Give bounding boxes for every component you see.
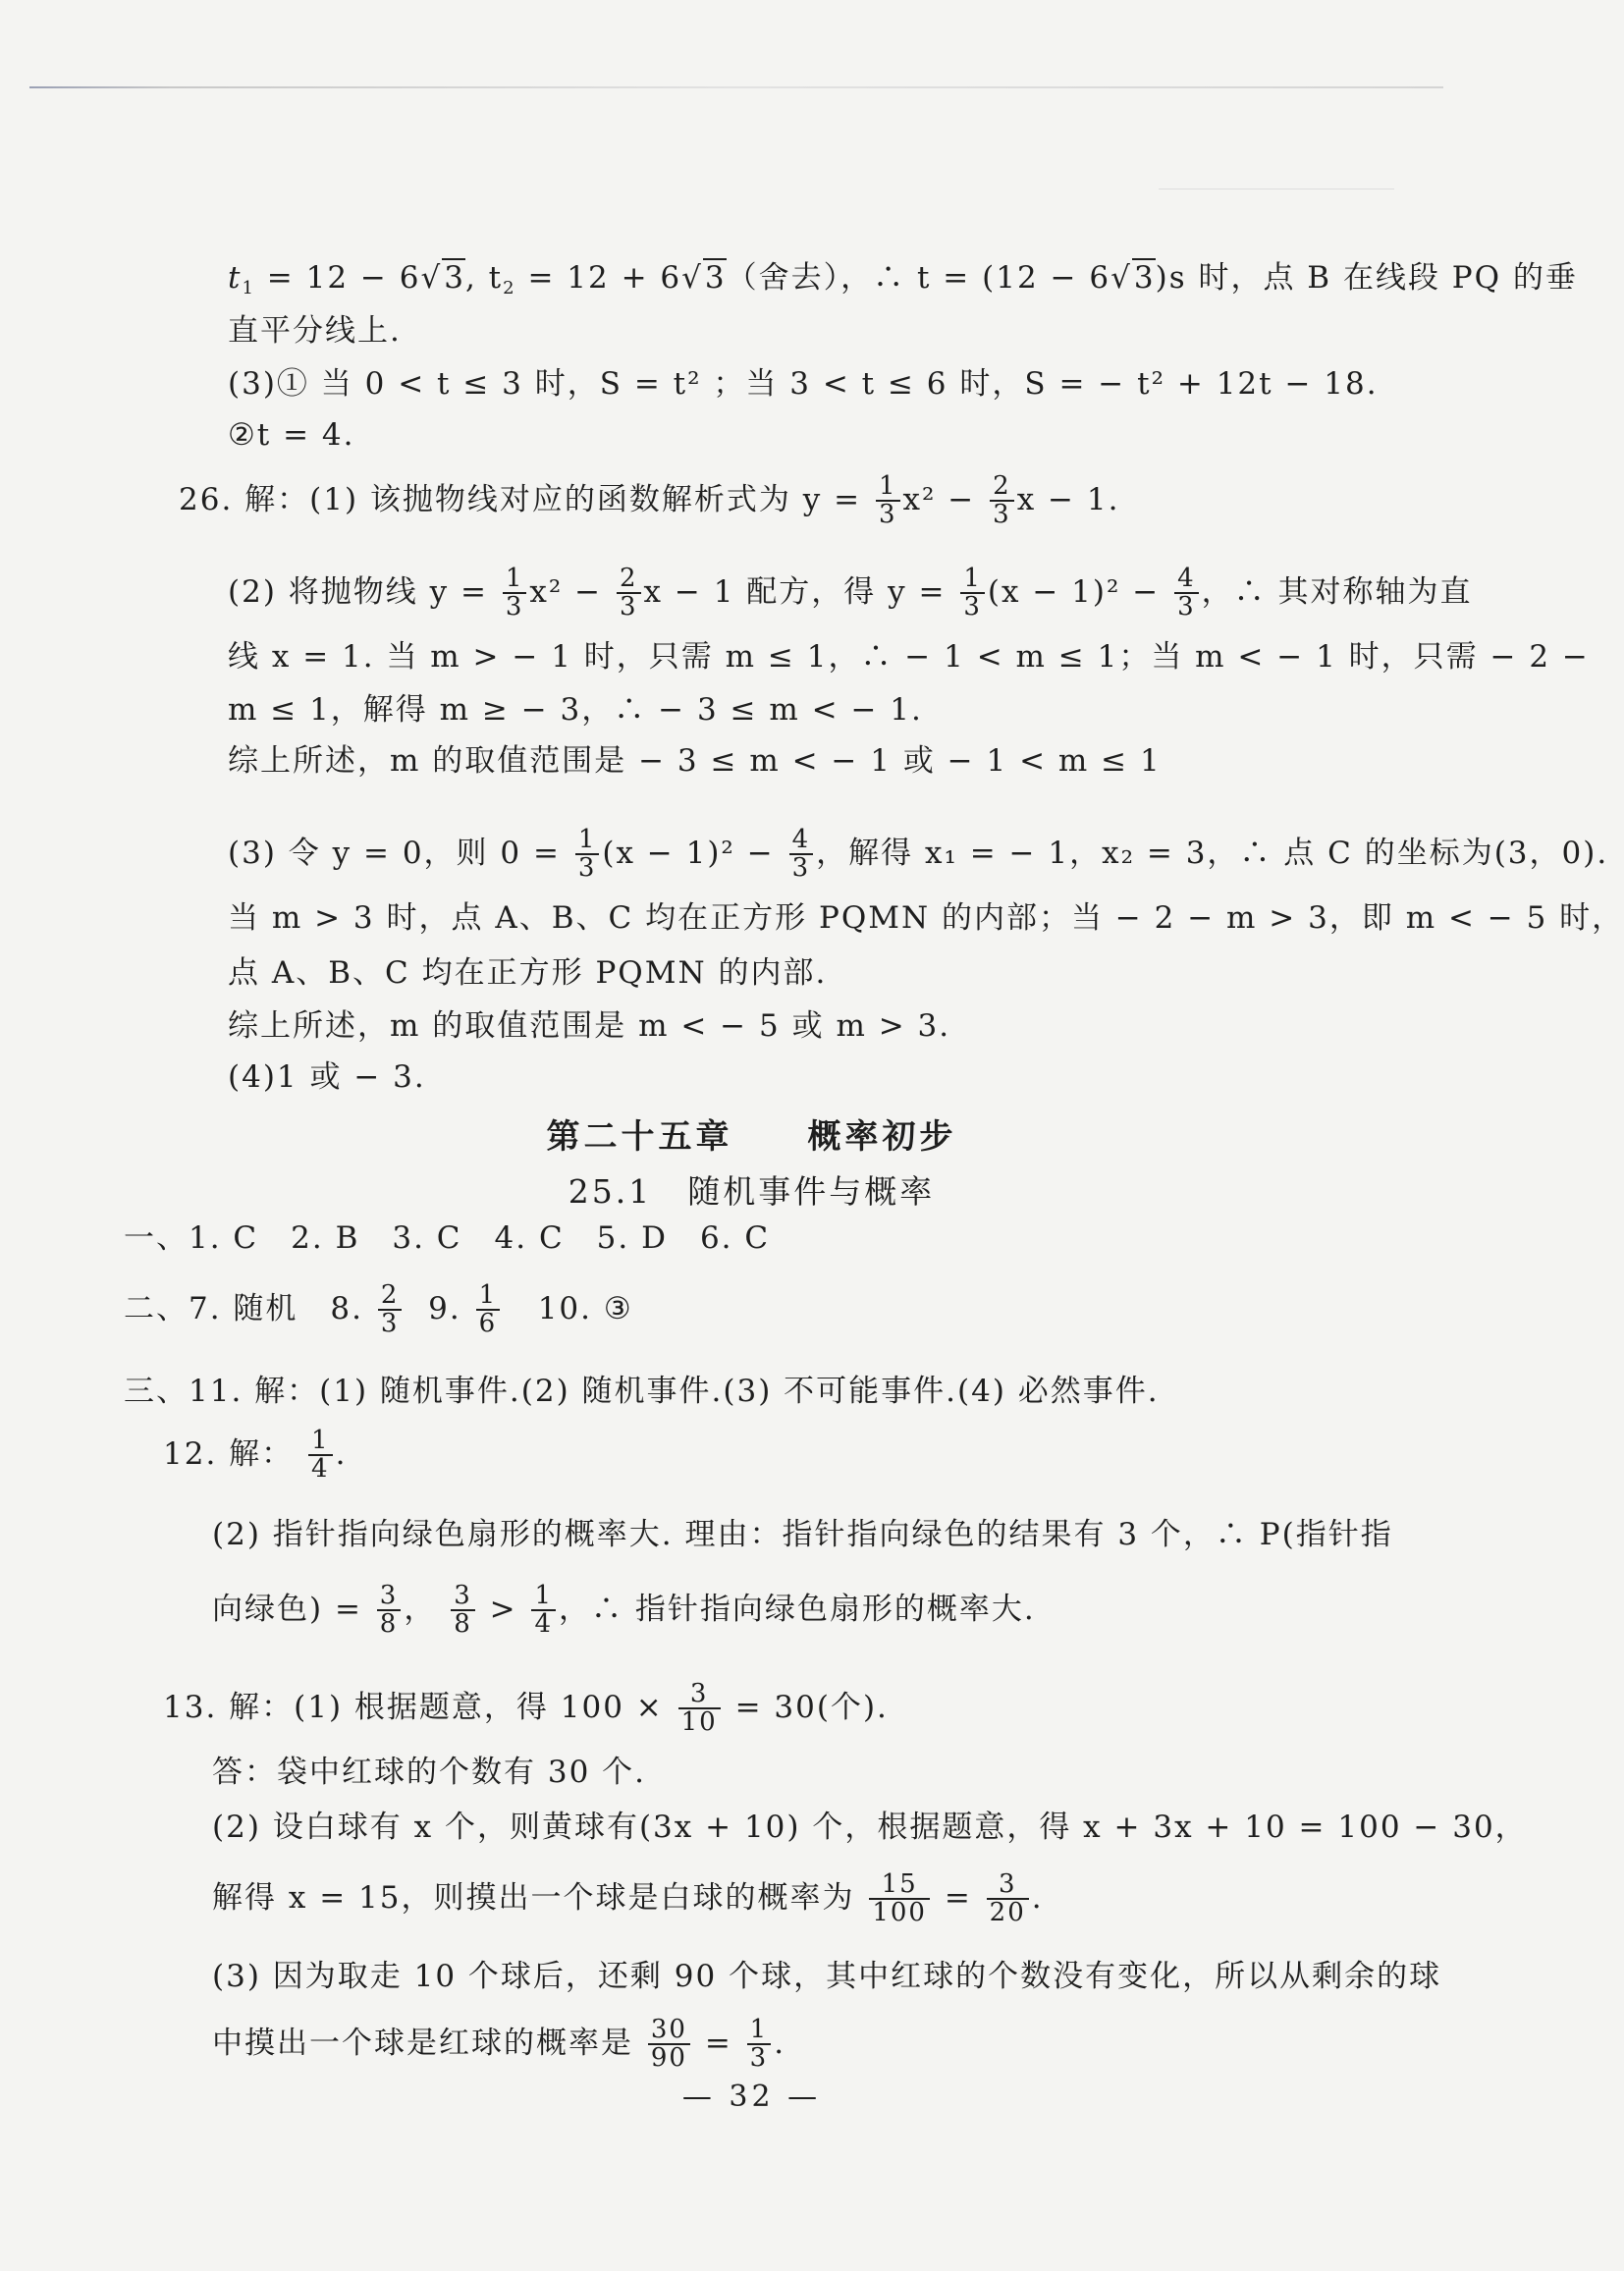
fraction: $\frac{1}{3}$	[503, 566, 527, 622]
q26-part4: (4)1 或 − 3.	[228, 1059, 426, 1095]
fraction: $\frac{1}{3}$	[575, 827, 600, 883]
answers-q12-part2: (2) 指针指向绿色扇形的概率大. 理由：指针指向绿色的结果有 3 个，∴ P(指针指	[212, 1517, 1393, 1552]
q26-part1: 26. 解：(1) 该抛物线对应的函数解析式为 y = $\frac{1}{3}$ x² − $\frac{2}{3}$ x − 1.	[179, 471, 1120, 530]
answers-q13-part2: (2) 设白球有 x 个，则黄球有(3x + 10) 个，根据题意，得 x + 3x + 10 = 100 − 30，	[212, 1810, 1528, 1845]
chapter-title: 第二十五章 概率初步	[546, 1117, 957, 1157]
fraction: $\frac{4}{3}$	[789, 827, 814, 883]
fraction: $\frac{3}{20}$	[987, 1871, 1029, 1927]
top-rule	[29, 86, 1443, 88]
answers-q12: 12. 解： $\frac{1}{4}$ .	[163, 1426, 348, 1485]
page-number: — 32 —	[681, 2080, 822, 2114]
fraction: $\frac{2}{3}$	[378, 1282, 403, 1338]
fraction: $\frac{1}{3}$	[960, 566, 985, 622]
fraction: $\frac{2}{3}$	[990, 473, 1014, 529]
answers-q12-part2-line2: 向绿色) = $\frac{3}{8}$ ， $\frac{3}{8}$ > $\frac{1}{4}$ ，∴ 指针指向绿色扇形的概率大.	[212, 1581, 1036, 1640]
q26-part3-line3: 点 A、B、C 均在正方形 PQMN 的内部.	[228, 955, 828, 991]
answers-q13-part3: (3) 因为取走 10 个球后，还剩 90 个球，其中红球的个数没有变化，所以从剩余的球	[212, 1959, 1442, 1994]
section-title: 25.1 随机事件与概率	[568, 1172, 936, 1211]
q26-part3-conclusion: 综上所述，m 的取值范围是 m < − 5 或 m > 3.	[228, 1008, 951, 1044]
fraction: $\frac{1}{6}$	[476, 1282, 501, 1338]
fraction: $\frac{1}{3}$	[747, 2017, 772, 2073]
answers-q13-part2-line2: 解得 x = 15，则摸出一个球是白球的概率为 $\frac{15}{100}$ = $\frac{3}{20}$ .	[212, 1869, 1044, 1928]
fraction: $\frac{3}{8}$	[451, 1583, 475, 1639]
fraction: $\frac{30}{90}$	[648, 2017, 690, 2073]
q26-part3-line2: 当 m > 3 时，点 A、B、C 均在正方形 PQMN 的内部；当 − 2 − m > 3，即 m < − 5 时，	[228, 900, 1624, 936]
fraction: $\frac{1}{4}$	[531, 1583, 556, 1639]
answers-choice: 一、1. C 2. B 3. C 4. C 5. D 6. C	[124, 1220, 771, 1256]
fraction: $\frac{2}{3}$	[617, 566, 641, 622]
line-area-formula: (3)① 当 0 < t ≤ 3 时，S = t² ；当 3 < t ≤ 6 时，S = − t² + 12t − 18.	[228, 366, 1379, 402]
fraction: $\frac{1}{4}$	[308, 1428, 333, 1484]
fraction: $\frac{3}{10}$	[678, 1681, 721, 1737]
q26-part2-conclusion: 综上所述，m 的取值范围是 − 3 ≤ m < − 1 或 − 1 < m ≤ 1	[228, 743, 1162, 779]
answers-fill: 二、7. 随机 8. $\frac{2}{3}$ 9. $\frac{1}{6}$ 10. ③	[124, 1280, 633, 1339]
answers-q11: 三、11. 解：(1) 随机事件.(2) 随机事件.(3) 不可能事件.(4) 必然事件.	[124, 1374, 1160, 1409]
fraction: $\frac{4}{3}$	[1174, 566, 1199, 622]
answers-q13-part3-line2: 中摸出一个球是红球的概率是 $\frac{30}{90}$ = $\frac{1}{3}$ .	[212, 2015, 786, 2074]
q26-part3: (3) 令 y = 0，则 0 = $\frac{1}{3}$ (x − 1)² − $\frac{4}{3}$ ，解得 x₁ = − 1，x₂ = 3，∴ 点 C 的坐标为(3，0).	[228, 825, 1609, 884]
answers-q13: 13. 解：(1) 根据题意，得 100 × $\frac{3}{10}$ = 30(个).	[163, 1679, 889, 1738]
line-t-answer: ②t = 4.	[228, 417, 355, 453]
q26-part2-line3: m ≤ 1，解得 m ≥ − 3，∴ − 3 ≤ m < − 1.	[228, 692, 923, 728]
answers-q13-answer: 答：袋中红球的个数有 30 个.	[212, 1755, 647, 1790]
line-bisector: 直平分线上.	[228, 313, 402, 349]
fraction: $\frac{15}{100}$	[869, 1871, 930, 1927]
q26-part2: (2) 将抛物线 y = $\frac{1}{3}$ x² − $\frac{2}{3}$ x − 1 配方，得 y = $\frac{1}{3}$ (x − 1)² − $\frac{4}{3}$ ，∴ 其对称轴为直	[228, 564, 1473, 622]
q26-part2-line2: 线 x = 1. 当 m > − 1 时，只需 m ≤ 1，∴ − 1 < m ≤ 1；当 m < − 1 时，只需 − 2 −	[228, 639, 1590, 675]
fraction: $\frac{3}{8}$	[377, 1583, 402, 1639]
fraction: $\frac{1}{3}$	[876, 473, 900, 529]
line-t-values: $t_1 = 12 - 6√3$, $t_2 = 12 + 6√3$（舍去），∴ t = (12 − 6√3)s 时，点 B 在线段 PQ 的垂	[228, 260, 1578, 298]
